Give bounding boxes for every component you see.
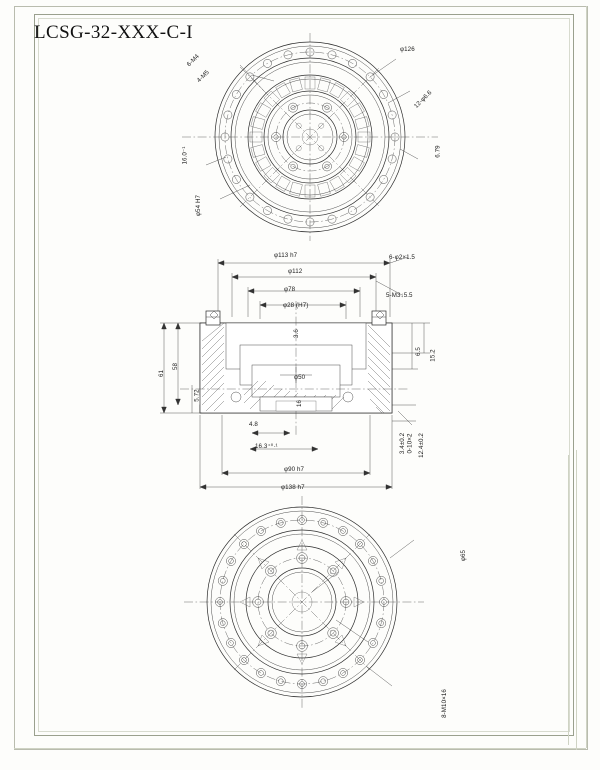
dim-label-s1: φ113 h7 xyxy=(274,252,298,259)
dim-label-s10: 58 xyxy=(172,362,180,371)
dim-label-s7: 3.6 xyxy=(292,329,300,338)
edge-rule-bottom-1 xyxy=(14,748,586,749)
dim-label-b1: φ65 xyxy=(460,549,468,562)
rear-face-view xyxy=(180,495,440,710)
dim-label-s2: φ112 xyxy=(288,268,303,275)
dim-label-s13: φ50 xyxy=(294,374,306,381)
dim-label-t2: 4-M5 xyxy=(195,68,211,85)
dim-label-t7: 6.79 xyxy=(434,145,442,158)
dim-label-s21: φ138 h7 xyxy=(281,484,305,491)
dim-label-s8: 6.5 xyxy=(414,347,422,356)
dim-label-s11: 61 xyxy=(158,369,166,378)
dim-label-s16: 16.3⁺⁰·¹ xyxy=(255,443,278,450)
dim-label-s9: 15.2 xyxy=(429,349,437,362)
dim-label-s6: 5-M3↓5.5 xyxy=(386,292,413,299)
dim-label-b2: 8-M10×16 xyxy=(440,689,448,718)
dim-label-t5: φ126 xyxy=(400,46,415,53)
edge-rule-right-3 xyxy=(568,455,569,745)
dim-label-t1: 6-M4 xyxy=(185,52,201,69)
dim-label-s3: φ78 xyxy=(284,286,296,293)
cross-section-view xyxy=(140,245,450,495)
front-face-view xyxy=(170,30,450,240)
dim-label-s20: φ90 h7 xyxy=(284,466,305,473)
dim-label-s12: 5.72 xyxy=(193,389,201,402)
dim-label-s19: 0-10×2 xyxy=(406,433,414,454)
dim-label-s15: 4.8 xyxy=(249,421,258,428)
edge-rule-right-2 xyxy=(576,450,577,750)
dim-label-t3: 16.0⁻¹ xyxy=(181,146,189,165)
dim-label-s4: φ28 (H7) xyxy=(283,302,309,309)
page-title: LCSG-32-XXX-C-I xyxy=(34,22,194,43)
dim-label-s18: 12.4±0.2 xyxy=(417,433,425,458)
edge-rule-right-1 xyxy=(586,6,587,748)
dim-label-s17: 3.4±0.2 xyxy=(399,432,407,455)
dim-label-t6: 12-φ6.6 xyxy=(412,89,434,110)
dim-label-s14: 16 xyxy=(296,399,304,408)
dim-label-t4: φ54 H7 xyxy=(195,194,203,217)
dim-label-s5: 6-φ2×1.5 xyxy=(389,254,415,261)
